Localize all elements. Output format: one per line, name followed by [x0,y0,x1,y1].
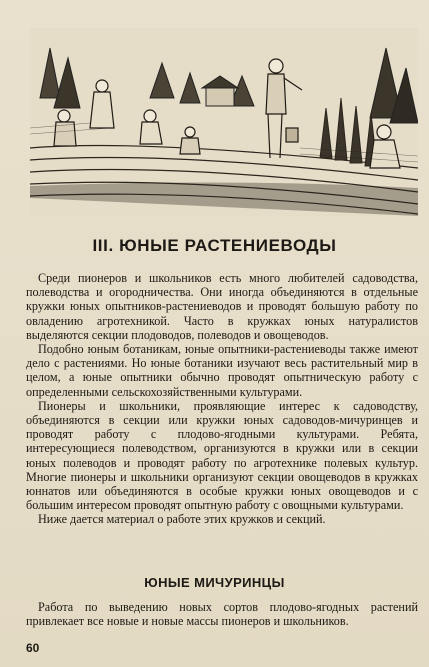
chapter-title: III. ЮНЫЕ РАСТЕНИЕВОДЫ [92,236,337,255]
section-title: ЮНЫЕ МИЧУРИНЦЫ [144,575,285,590]
paragraph: Пионеры и школьники, проявляющие интерес к садоводству, объединяются в секции или кружки юных садоводов-мичуринцев и проводят работу с плодово-ягодными культурами. Ребята, интересующиеся полеводством, организуются в кружки или в секции юных полеводов и проводят работу по агротехнике полевых культур. Многие пионеры и школьники организуют секции овощеводов в кружках юннатов или объединяются в особые кружки юных овощеводов и с большим интересом проводят опытную работу с овощными культурами. [26,398,418,513]
chapter-body [26,271,418,527]
paragraph: Ниже дается материал о работе этих кружков и секций. [38,512,326,527]
section-body [26,600,418,628]
paragraph: Подобно юным ботаникам, юные опытники-растениеводы также имеют дело с растениями. Но юные ботаники изучают весь растительный мир в целом, а юные опытники обычно проводят опытническую работу с определенными сельскохозяйственными культурами. [26,342,418,399]
gardening-illustration [30,28,418,216]
page-number: 60 [26,641,40,655]
paragraph: Работа по выведению новых сортов плодово-ягодных растений привлекает все новые и новые массы пионеров и школьников. [26,600,418,629]
paragraph: Среди пионеров и школьников есть много любителей садоводства, полеводства и огородничества. Они иногда объединяются в отдельные кружки юных опытников-растениеводов и проводят большую работу по овладению агротехникой. Часто в кружках юных натуралистов выделяются секции плодоводов, полеводов и овощеводов. [26,271,418,342]
